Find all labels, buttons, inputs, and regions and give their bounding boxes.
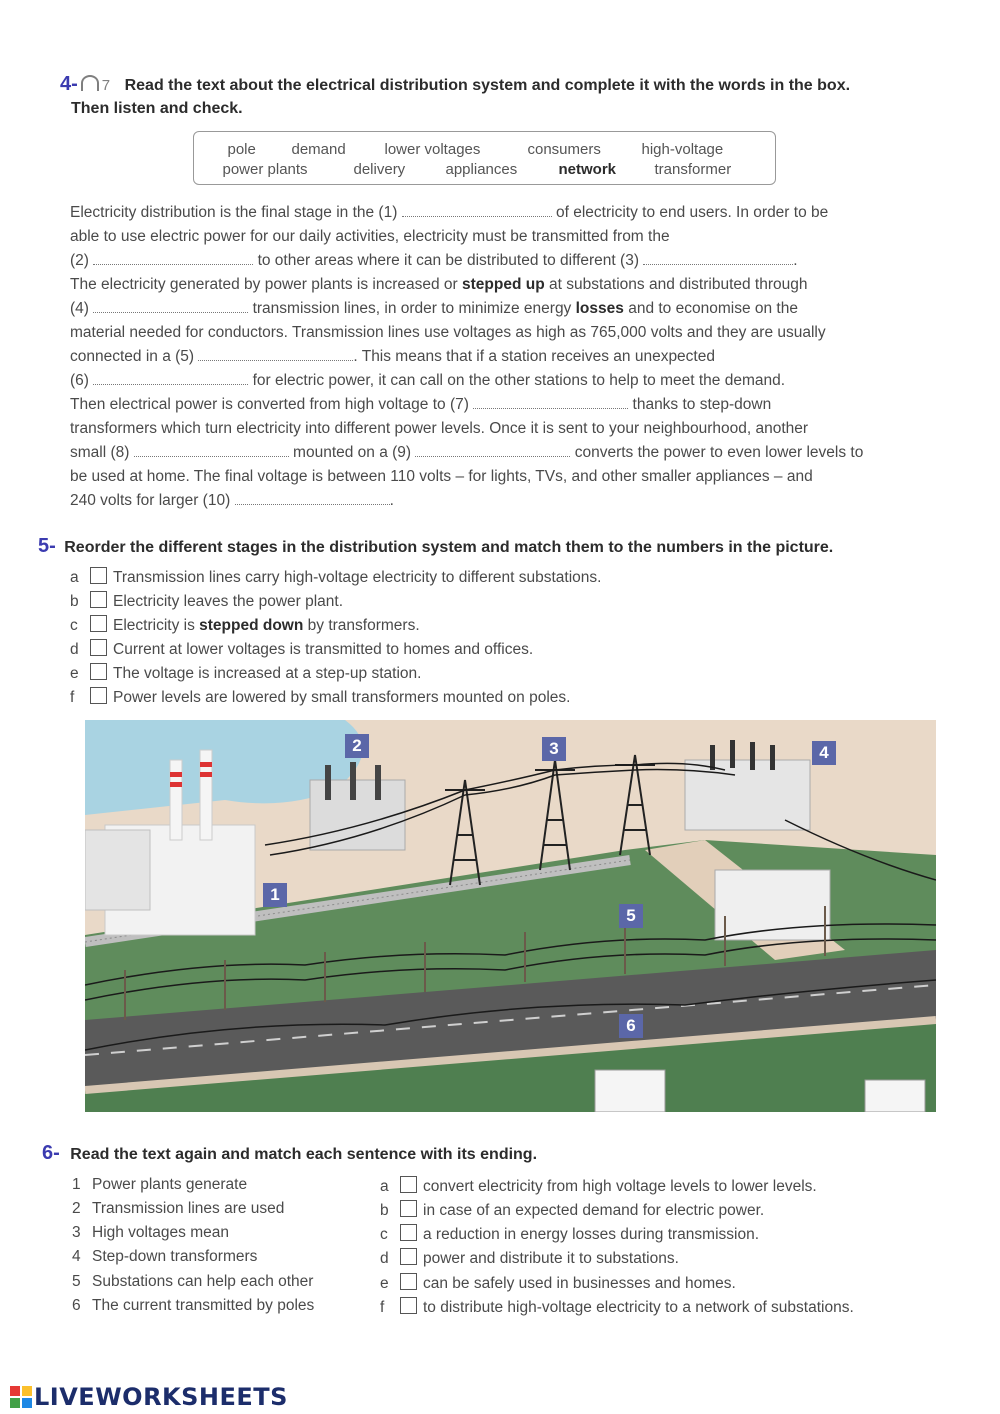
distribution-illustration (85, 720, 936, 1112)
item-text: Electricity is (113, 617, 195, 634)
ex4-instruction-line1: Read the text about the electrical distribution system and complete it with the words in the box. (124, 77, 851, 94)
passage-text: connected in a (5) (70, 348, 195, 365)
sentence-text: Step-down transformers (92, 1248, 258, 1265)
ex6-matching (72, 1176, 952, 1326)
gap-7[interactable] (473, 394, 628, 409)
gap-2[interactable] (93, 250, 253, 265)
passage-text: converts the power to even lower levels to (574, 444, 864, 461)
sentence-start (72, 1248, 257, 1272)
answer-checkbox[interactable] (400, 1224, 417, 1241)
ex4-number: 4- (60, 73, 78, 95)
sentence-ending (380, 1273, 736, 1297)
gap-4[interactable] (93, 298, 248, 313)
sentence-start (72, 1176, 247, 1200)
answer-checkbox[interactable] (90, 615, 107, 632)
list-item (70, 567, 601, 591)
picture-number-badge: 4 (812, 741, 836, 765)
ending-text: in case of an expected demand for electric power. (423, 1202, 765, 1219)
distribution-scene (85, 720, 936, 1112)
picture-number-badge: 6 (619, 1014, 643, 1038)
answer-checkbox[interactable] (400, 1273, 417, 1290)
answer-checkbox[interactable] (400, 1200, 417, 1217)
answer-checkbox[interactable] (90, 591, 107, 608)
word-box-item: high-voltage (641, 141, 724, 158)
word-box-row-2 (194, 161, 775, 178)
sentence-ending (380, 1176, 817, 1200)
ending-letter: f (380, 1299, 385, 1316)
item-letter: f (70, 689, 75, 706)
ending-text: to distribute high-voltage electricity to a network of substations. (423, 1299, 854, 1316)
word-box-row-1 (194, 141, 775, 158)
list-item (70, 615, 420, 639)
gap-10[interactable] (235, 490, 390, 505)
answer-checkbox[interactable] (90, 687, 107, 704)
passage-text: for electric power, it can call on the other stations to help to meet the demand. (252, 372, 786, 389)
liveworksheets-logo[interactable] (10, 1383, 288, 1411)
sentence-number: 5 (72, 1273, 81, 1290)
passage-text: small (8) (70, 444, 130, 461)
sentence-number: 1 (72, 1176, 81, 1193)
passage-text: Electricity distribution is the final stage in the (1) (70, 204, 398, 221)
ending-letter: b (380, 1202, 389, 1219)
item-text: Transmission lines carry high-voltage electricity to different substations. (113, 569, 602, 586)
item-letter: c (70, 617, 78, 634)
sentence-start (72, 1200, 284, 1224)
passage-text: be used at home. The final voltage is between 110 volts – for lights, TVs, and other smaller appliances – and (70, 468, 813, 485)
item-letter: d (70, 641, 79, 658)
ending-letter: c (380, 1226, 388, 1243)
gap-3[interactable] (643, 250, 793, 265)
sentence-start (72, 1273, 313, 1297)
track-number: 7 (101, 77, 111, 94)
answer-checkbox[interactable] (400, 1297, 417, 1314)
ex4-passage (70, 201, 940, 513)
picture-number-badge: 1 (263, 883, 287, 907)
sentence-number: 2 (72, 1200, 81, 1217)
ending-letter: d (380, 1250, 389, 1267)
answer-checkbox[interactable] (90, 567, 107, 584)
passage-text: (2) (70, 252, 89, 269)
gap-5[interactable] (198, 346, 353, 361)
word-box-item: appliances (445, 161, 518, 178)
passage-text: thanks to step-down (632, 396, 772, 413)
sentence-text: High voltages mean (92, 1224, 229, 1241)
sentence-number: 3 (72, 1224, 81, 1241)
passage-text: . This means that if a station receives an unexpected (353, 348, 715, 365)
passage-text: at substations and distributed through (549, 276, 808, 293)
ex5-heading (38, 535, 833, 558)
item-text: Electricity leaves the power plant. (113, 593, 344, 610)
passage-text: transformers which turn electricity into different power levels. Once it is sent to your neighbourhood, another (70, 420, 809, 437)
item-letter: e (70, 665, 79, 682)
passage-bold-term: losses (575, 300, 624, 317)
passage-text: to other areas where it can be distributed to different (3) (257, 252, 639, 269)
ending-letter: e (380, 1275, 389, 1292)
gap-8[interactable] (134, 442, 289, 457)
liveworksheets-logo-text: LIVEWORKSHEETS (34, 1383, 288, 1411)
list-item (70, 663, 421, 687)
passage-text: able to use electric power for our daily activities, electricity must be transmitted from the (70, 228, 670, 245)
item-text: by transformers. (307, 617, 420, 634)
answer-checkbox[interactable] (400, 1176, 417, 1193)
ending-text: can be safely used in businesses and homes. (423, 1275, 736, 1292)
gap-6[interactable] (93, 370, 248, 385)
sentence-text: Power plants generate (92, 1176, 248, 1193)
passage-text: . (389, 492, 394, 509)
passage-bold-term: stepped up (462, 276, 545, 293)
passage-text: of electricity to end users. In order to be (556, 204, 829, 221)
word-box-item: lower voltages (384, 141, 481, 158)
passage-text: Then electrical power is converted from high voltage to (7) (70, 396, 469, 413)
ex4-heading (60, 73, 850, 96)
item-bold-term: stepped down (199, 617, 304, 634)
sentence-start (72, 1224, 229, 1248)
passage-text: mounted on a (9) (293, 444, 412, 461)
ending-text: power and distribute it to substations. (423, 1250, 679, 1267)
passage-text: The electricity generated by power plants is increased or (70, 276, 458, 293)
ending-text: convert electricity from high voltage levels to lower levels. (423, 1178, 817, 1195)
ex5-instruction: Reorder the different stages in the distribution system and match them to the numbers in the picture. (64, 539, 834, 556)
gap-1[interactable] (402, 202, 552, 217)
passage-text: (6) (70, 372, 89, 389)
passage-text: . (793, 252, 798, 269)
ex5-number: 5- (38, 535, 56, 557)
passage-text: transmission lines, in order to minimize energy (252, 300, 572, 317)
item-text: Power levels are lowered by small transformers mounted on poles. (113, 689, 571, 706)
list-item (70, 687, 570, 711)
ex6-instruction: Read the text again and match each sentence with its ending. (70, 1146, 538, 1163)
ex6-heading (42, 1142, 537, 1165)
answer-checkbox[interactable] (90, 639, 107, 656)
word-box-item: network (558, 161, 617, 178)
sentence-ending (380, 1248, 679, 1272)
ex6-number: 6- (42, 1142, 60, 1164)
sentence-number: 6 (72, 1297, 81, 1314)
ex4-instruction-line2: Then listen and check. (71, 100, 243, 117)
item-text: The voltage is increased at a step-up station. (113, 665, 422, 682)
word-box-item: pole (227, 141, 256, 158)
gap-9[interactable] (415, 442, 570, 457)
list-item (70, 639, 533, 663)
word-box (193, 131, 776, 185)
picture-number-badge: 3 (542, 737, 566, 761)
answer-checkbox[interactable] (90, 663, 107, 680)
passage-text: 240 volts for larger (10) (70, 492, 231, 509)
passage-text: (4) (70, 300, 89, 317)
word-box-item: power plants (222, 161, 308, 178)
sentence-ending (380, 1297, 854, 1321)
item-letter: b (70, 593, 79, 610)
liveworksheets-logo-icon (10, 1386, 32, 1408)
word-box-item: delivery (353, 161, 406, 178)
sentence-number: 4 (72, 1248, 81, 1265)
sentence-text: The current transmitted by poles (92, 1297, 315, 1314)
list-item (70, 591, 343, 615)
picture-number-badge: 5 (619, 904, 643, 928)
ending-text: a reduction in energy losses during transmission. (423, 1226, 760, 1243)
audio-icon (81, 75, 99, 91)
ex5-list (70, 567, 770, 717)
answer-checkbox[interactable] (400, 1248, 417, 1265)
item-letter: a (70, 569, 79, 586)
word-box-item: demand (291, 141, 346, 158)
ending-letter: a (380, 1178, 389, 1195)
sentence-ending (380, 1200, 764, 1224)
passage-text: material needed for conductors. Transmission lines use voltages as high as 765,000 volts and they are usually (70, 324, 826, 341)
sentence-ending (380, 1224, 759, 1248)
word-box-item: consumers (527, 141, 601, 158)
sentence-text: Transmission lines are used (92, 1200, 285, 1217)
picture-number-badge: 2 (345, 734, 369, 758)
item-text: Current at lower voltages is transmitted to homes and offices. (113, 641, 534, 658)
sentence-text: Substations can help each other (92, 1273, 314, 1290)
passage-text: and to economise on the (628, 300, 798, 317)
word-box-item: transformer (654, 161, 732, 178)
sentence-start (72, 1297, 314, 1321)
